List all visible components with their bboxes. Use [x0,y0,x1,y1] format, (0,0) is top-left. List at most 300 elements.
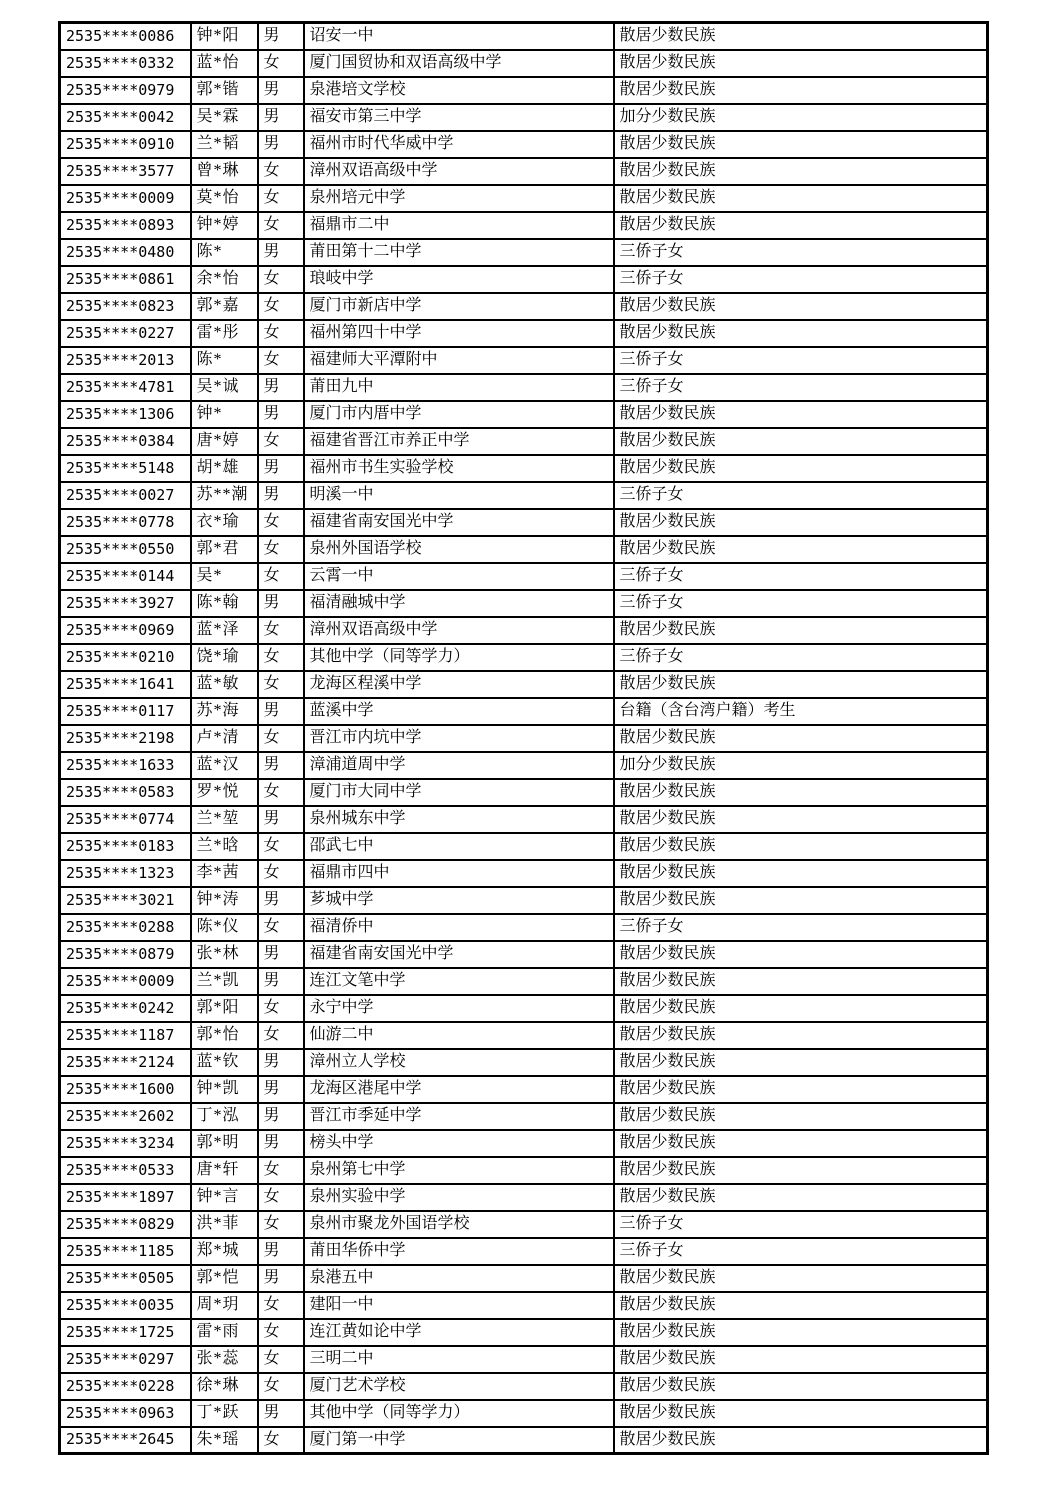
school-cell: 三明二中 [304,1346,614,1373]
name-cell: 郭*阳 [191,995,258,1022]
school-cell: 其他中学（同等学力） [304,644,614,671]
school-cell: 建阳一中 [304,1292,614,1319]
school-cell: 漳浦道周中学 [304,752,614,779]
table-row [60,1022,988,1049]
school-cell: 福清侨中 [304,914,614,941]
name-cell: 钟*凯 [191,1076,258,1103]
school-cell: 泉州第七中学 [304,1157,614,1184]
school-cell: 福建省南安国光中学 [304,941,614,968]
name-cell: 饶*瑜 [191,644,258,671]
id-cell: 2535****0910 [60,131,191,158]
id-cell: 2535****0086 [60,23,191,50]
table-row [60,860,988,887]
table-row [60,752,988,779]
school-cell: 福安市第三中学 [304,104,614,131]
name-cell: 张*林 [191,941,258,968]
id-cell: 2535****2198 [60,725,191,752]
table-row [60,995,988,1022]
category-cell: 散居少数民族 [614,455,988,482]
gender-cell: 男 [258,1103,304,1130]
gender-cell: 女 [258,914,304,941]
school-cell: 仙游二中 [304,1022,614,1049]
school-cell: 漳州双语高级中学 [304,617,614,644]
table-row [60,1049,988,1076]
table-row [60,1427,988,1454]
table-row [60,1400,988,1427]
category-cell: 三侨子女 [614,563,988,590]
table-row [60,698,988,725]
gender-cell: 女 [258,725,304,752]
name-cell: 郭*君 [191,536,258,563]
gender-cell: 女 [258,1211,304,1238]
gender-cell: 男 [258,1400,304,1427]
name-cell: 周*玥 [191,1292,258,1319]
name-cell: 钟*言 [191,1184,258,1211]
id-cell: 2535****1897 [60,1184,191,1211]
gender-cell: 女 [258,266,304,293]
table-row [60,1130,988,1157]
id-cell: 2535****2013 [60,347,191,374]
gender-cell: 女 [258,185,304,212]
school-cell: 福建省南安国光中学 [304,509,614,536]
school-cell: 泉州外国语学校 [304,536,614,563]
gender-cell: 女 [258,1346,304,1373]
category-cell: 三侨子女 [614,1211,988,1238]
school-cell: 连江文笔中学 [304,968,614,995]
school-cell: 琅岐中学 [304,266,614,293]
name-cell: 陈* [191,239,258,266]
id-cell: 2535****0144 [60,563,191,590]
gender-cell: 女 [258,50,304,77]
table-row [60,563,988,590]
school-cell: 厦门市新店中学 [304,293,614,320]
id-cell: 2535****0228 [60,1373,191,1400]
category-cell: 散居少数民族 [614,1427,988,1454]
school-cell: 明溪一中 [304,482,614,509]
id-cell: 2535****0879 [60,941,191,968]
school-cell: 厦门国贸协和双语高级中学 [304,50,614,77]
table-row [60,77,988,104]
category-cell: 散居少数民族 [614,1184,988,1211]
name-cell: 洪*菲 [191,1211,258,1238]
name-cell: 蓝*汉 [191,752,258,779]
id-cell: 2535****1600 [60,1076,191,1103]
school-cell: 蓝溪中学 [304,698,614,725]
category-cell: 散居少数民族 [614,50,988,77]
school-cell: 晋江市内坑中学 [304,725,614,752]
name-cell: 蓝*敏 [191,671,258,698]
category-cell: 散居少数民族 [614,887,988,914]
gender-cell: 男 [258,23,304,50]
gender-cell: 女 [258,293,304,320]
table-row [60,1238,988,1265]
id-cell: 2535****0823 [60,293,191,320]
name-cell: 钟*涛 [191,887,258,914]
name-cell: 雷*雨 [191,1319,258,1346]
table-row [60,644,988,671]
table-row [60,1103,988,1130]
id-cell: 2535****0861 [60,266,191,293]
category-cell: 散居少数民族 [614,671,988,698]
name-cell: 吴*霖 [191,104,258,131]
id-cell: 2535****3927 [60,590,191,617]
school-cell: 福州市时代华威中学 [304,131,614,158]
name-cell: 朱*瑶 [191,1427,258,1454]
gender-cell: 男 [258,374,304,401]
table-row [60,590,988,617]
table-row [60,212,988,239]
school-cell: 芗城中学 [304,887,614,914]
category-cell: 散居少数民族 [614,995,988,1022]
category-cell: 散居少数民族 [614,1076,988,1103]
category-cell: 散居少数民族 [614,779,988,806]
id-cell: 2535****0042 [60,104,191,131]
table-row [60,536,988,563]
id-cell: 2535****3577 [60,158,191,185]
category-cell: 台籍（含台湾户籍）考生 [614,698,988,725]
category-cell: 散居少数民族 [614,185,988,212]
name-cell: 陈*仪 [191,914,258,941]
school-cell: 福建师大平潭附中 [304,347,614,374]
gender-cell: 男 [258,941,304,968]
id-cell: 2535****0183 [60,833,191,860]
id-cell: 2535****0774 [60,806,191,833]
gender-cell: 男 [258,1238,304,1265]
name-cell: 余*怡 [191,266,258,293]
category-cell: 散居少数民族 [614,1103,988,1130]
name-cell: 丁*跃 [191,1400,258,1427]
category-cell: 散居少数民族 [614,1130,988,1157]
table-row [60,23,988,50]
school-cell: 诏安一中 [304,23,614,50]
category-cell: 散居少数民族 [614,212,988,239]
id-cell: 2535****3021 [60,887,191,914]
name-cell: 兰*堃 [191,806,258,833]
gender-cell: 男 [258,239,304,266]
category-cell: 三侨子女 [614,644,988,671]
school-cell: 其他中学（同等学力） [304,1400,614,1427]
school-cell: 莆田第十二中学 [304,239,614,266]
school-cell: 连江黄如论中学 [304,1319,614,1346]
category-cell: 散居少数民族 [614,158,988,185]
table-row [60,347,988,374]
school-cell: 福州市书生实验学校 [304,455,614,482]
table-row [60,941,988,968]
name-cell: 兰*晗 [191,833,258,860]
name-cell: 郑*城 [191,1238,258,1265]
school-cell: 龙海区程溪中学 [304,671,614,698]
name-cell: 郭*怡 [191,1022,258,1049]
id-cell: 2535****1323 [60,860,191,887]
id-cell: 2535****5148 [60,455,191,482]
id-cell: 2535****0227 [60,320,191,347]
id-cell: 2535****1641 [60,671,191,698]
id-cell: 2535****4781 [60,374,191,401]
gender-cell: 女 [258,212,304,239]
category-cell: 加分少数民族 [614,104,988,131]
table-row [60,509,988,536]
category-cell: 散居少数民族 [614,968,988,995]
category-cell: 三侨子女 [614,482,988,509]
school-cell: 榜头中学 [304,1130,614,1157]
school-cell: 云霄一中 [304,563,614,590]
category-cell: 散居少数民族 [614,509,988,536]
school-cell: 晋江市季延中学 [304,1103,614,1130]
gender-cell: 男 [258,482,304,509]
school-cell: 永宁中学 [304,995,614,1022]
id-cell: 2535****0778 [60,509,191,536]
school-cell: 厦门市大同中学 [304,779,614,806]
gender-cell: 男 [258,455,304,482]
table-row [60,671,988,698]
gender-cell: 女 [258,1373,304,1400]
name-cell: 陈*翰 [191,590,258,617]
name-cell: 卢*清 [191,725,258,752]
id-cell: 2535****1187 [60,1022,191,1049]
gender-cell: 男 [258,590,304,617]
gender-cell: 男 [258,887,304,914]
gender-cell: 女 [258,1427,304,1454]
gender-cell: 女 [258,563,304,590]
gender-cell: 女 [258,1292,304,1319]
id-cell: 2535****0297 [60,1346,191,1373]
school-cell: 泉港培文学校 [304,77,614,104]
gender-cell: 男 [258,806,304,833]
name-cell: 苏**潮 [191,482,258,509]
table-row [60,455,988,482]
gender-cell: 男 [258,968,304,995]
school-cell: 厦门市内厝中学 [304,401,614,428]
gender-cell: 女 [258,1319,304,1346]
category-cell: 三侨子女 [614,347,988,374]
school-cell: 漳州立人学校 [304,1049,614,1076]
table-row [60,806,988,833]
table-row [60,428,988,455]
table-row [60,293,988,320]
category-cell: 三侨子女 [614,266,988,293]
school-cell: 邵武七中 [304,833,614,860]
table-row [60,617,988,644]
name-cell: 罗*悦 [191,779,258,806]
name-cell: 吴* [191,563,258,590]
table-row [60,1373,988,1400]
school-cell: 福州第四十中学 [304,320,614,347]
table-row [60,1184,988,1211]
category-cell: 散居少数民族 [614,860,988,887]
category-cell: 散居少数民族 [614,617,988,644]
name-cell: 陈* [191,347,258,374]
category-cell: 散居少数民族 [614,401,988,428]
name-cell: 蓝*钦 [191,1049,258,1076]
category-cell: 散居少数民族 [614,1049,988,1076]
id-cell: 2535****1725 [60,1319,191,1346]
name-cell: 丁*泓 [191,1103,258,1130]
gender-cell: 男 [258,1076,304,1103]
id-cell: 2535****0384 [60,428,191,455]
gender-cell: 女 [258,860,304,887]
id-cell: 2535****1633 [60,752,191,779]
category-cell: 散居少数民族 [614,725,988,752]
category-cell: 散居少数民族 [614,941,988,968]
id-cell: 2535****0035 [60,1292,191,1319]
gender-cell: 男 [258,1049,304,1076]
category-cell: 散居少数民族 [614,131,988,158]
id-cell: 2535****1185 [60,1238,191,1265]
school-cell: 福建省晋江市养正中学 [304,428,614,455]
school-cell: 厦门艺术学校 [304,1373,614,1400]
gender-cell: 女 [258,509,304,536]
gender-cell: 男 [258,104,304,131]
category-cell: 三侨子女 [614,239,988,266]
id-cell: 2535****0242 [60,995,191,1022]
id-cell: 2535****2124 [60,1049,191,1076]
id-cell: 2535****0550 [60,536,191,563]
gender-cell: 女 [258,995,304,1022]
school-cell: 泉州城东中学 [304,806,614,833]
gender-cell: 女 [258,536,304,563]
school-cell: 福鼎市四中 [304,860,614,887]
id-cell: 2535****2645 [60,1427,191,1454]
school-cell: 泉港五中 [304,1265,614,1292]
table-row [60,1319,988,1346]
gender-cell: 男 [258,401,304,428]
gender-cell: 女 [258,671,304,698]
candidates-table [58,21,989,1455]
table-row [60,374,988,401]
category-cell: 三侨子女 [614,1238,988,1265]
table-row [60,1211,988,1238]
school-cell: 莆田九中 [304,374,614,401]
gender-cell: 女 [258,1157,304,1184]
name-cell: 钟* [191,401,258,428]
name-cell: 钟*阳 [191,23,258,50]
category-cell: 三侨子女 [614,590,988,617]
id-cell: 2535****0583 [60,779,191,806]
id-cell: 2535****3234 [60,1130,191,1157]
category-cell: 散居少数民族 [614,1400,988,1427]
gender-cell: 女 [258,1022,304,1049]
table-row [60,158,988,185]
table-body [60,23,988,1454]
school-cell: 漳州双语高级中学 [304,158,614,185]
id-cell: 2535****0117 [60,698,191,725]
id-cell: 2535****0027 [60,482,191,509]
gender-cell: 女 [258,1184,304,1211]
table-row [60,320,988,347]
table-row [60,1265,988,1292]
category-cell: 散居少数民族 [614,1292,988,1319]
gender-cell: 女 [258,833,304,860]
name-cell: 张*蕊 [191,1346,258,1373]
id-cell: 2535****0332 [60,50,191,77]
name-cell: 雷*彤 [191,320,258,347]
name-cell: 李*茜 [191,860,258,887]
name-cell: 蓝*怡 [191,50,258,77]
table-row [60,239,988,266]
name-cell: 徐*琳 [191,1373,258,1400]
category-cell: 散居少数民族 [614,293,988,320]
id-cell: 2535****0969 [60,617,191,644]
category-cell: 散居少数民族 [614,1022,988,1049]
category-cell: 散居少数民族 [614,833,988,860]
id-cell: 2535****0480 [60,239,191,266]
gender-cell: 男 [258,1130,304,1157]
gender-cell: 女 [258,320,304,347]
category-cell: 加分少数民族 [614,752,988,779]
gender-cell: 女 [258,617,304,644]
school-cell: 福清融城中学 [304,590,614,617]
gender-cell: 女 [258,779,304,806]
category-cell: 散居少数民族 [614,23,988,50]
name-cell: 兰*韬 [191,131,258,158]
school-cell: 龙海区港尾中学 [304,1076,614,1103]
id-cell: 2535****0505 [60,1265,191,1292]
table-row [60,1157,988,1184]
table-row [60,104,988,131]
name-cell: 兰*凯 [191,968,258,995]
category-cell: 散居少数民族 [614,320,988,347]
id-cell: 2535****0829 [60,1211,191,1238]
id-cell: 2535****2602 [60,1103,191,1130]
gender-cell: 女 [258,158,304,185]
id-cell: 2535****0533 [60,1157,191,1184]
name-cell: 钟*婷 [191,212,258,239]
table-row [60,968,988,995]
category-cell: 散居少数民族 [614,1157,988,1184]
gender-cell: 女 [258,644,304,671]
gender-cell: 女 [258,347,304,374]
table-row [60,887,988,914]
id-cell: 2535****0210 [60,644,191,671]
category-cell: 散居少数民族 [614,1346,988,1373]
category-cell: 散居少数民族 [614,806,988,833]
name-cell: 蓝*泽 [191,617,258,644]
category-cell: 散居少数民族 [614,1319,988,1346]
id-cell: 2535****0893 [60,212,191,239]
id-cell: 2535****1306 [60,401,191,428]
category-cell: 散居少数民族 [614,1265,988,1292]
table-row [60,185,988,212]
gender-cell: 女 [258,428,304,455]
id-cell: 2535****0009 [60,968,191,995]
table-row [60,779,988,806]
table-row [60,50,988,77]
id-cell: 2535****0288 [60,914,191,941]
category-cell: 三侨子女 [614,914,988,941]
table-row [60,401,988,428]
gender-cell: 男 [258,77,304,104]
table-row [60,914,988,941]
id-cell: 2535****0979 [60,77,191,104]
table-row [60,1292,988,1319]
name-cell: 唐*轩 [191,1157,258,1184]
name-cell: 衣*瑜 [191,509,258,536]
category-cell: 散居少数民族 [614,1373,988,1400]
id-cell: 2535****0963 [60,1400,191,1427]
id-cell: 2535****0009 [60,185,191,212]
name-cell: 郭*明 [191,1130,258,1157]
table-row [60,131,988,158]
name-cell: 郭*嘉 [191,293,258,320]
table-row [60,725,988,752]
school-cell: 泉州培元中学 [304,185,614,212]
name-cell: 曾*琳 [191,158,258,185]
table-row [60,833,988,860]
name-cell: 唐*婷 [191,428,258,455]
gender-cell: 男 [258,1265,304,1292]
gender-cell: 男 [258,752,304,779]
school-cell: 莆田华侨中学 [304,1238,614,1265]
